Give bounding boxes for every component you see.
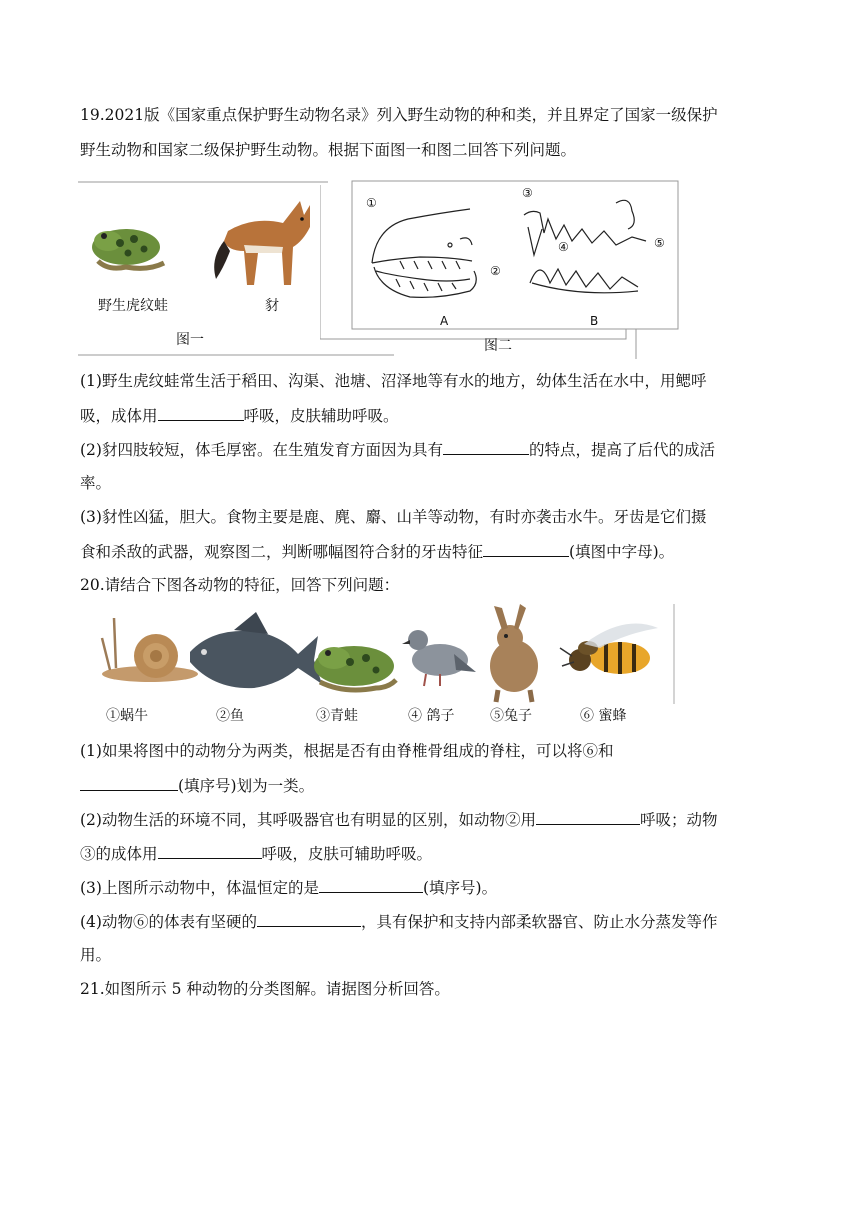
q19-stem-line1: 19.2021版《国家重点保护野生动物名录》列入野生动物的种和类，并且界定了国家一级保护 bbox=[80, 106, 718, 124]
snail-image bbox=[102, 618, 198, 682]
skull-a-drawing bbox=[372, 209, 476, 297]
q19-sub2-line1 bbox=[80, 438, 715, 461]
q20-sub2-line1 bbox=[80, 808, 717, 831]
q20-sub2-text-d: 呼吸，皮肤可辅助呼吸。 bbox=[261, 845, 433, 863]
animals-image bbox=[84, 604, 676, 704]
frog-image-2 bbox=[314, 646, 396, 690]
dhole-image bbox=[214, 201, 310, 285]
q20-stem: 20.请结合下图各动物的特征，回答下列问题： bbox=[80, 576, 400, 594]
answer-blank-fish-respiration[interactable] bbox=[536, 808, 640, 825]
mark-1: ① bbox=[366, 196, 377, 210]
animal-label-frog: ③青蛙 bbox=[316, 708, 358, 724]
figure-2-image bbox=[320, 179, 680, 359]
teeth-b-drawing bbox=[524, 200, 646, 292]
pigeon-image bbox=[402, 630, 476, 686]
dhole-label: 豺 bbox=[265, 298, 279, 314]
label-b: B bbox=[590, 314, 599, 328]
answer-blank-figure-letter[interactable] bbox=[483, 540, 569, 557]
q20-sub4-line2: 用。 bbox=[80, 946, 112, 964]
q19-sub2-line2: 率。 bbox=[80, 474, 112, 492]
q20-sub2-text-c: ③的成体用 bbox=[80, 845, 158, 863]
q19-stem-line2: 野生动物和国家二级保护野生动物。根据下面图一和图二回答下列问题。 bbox=[80, 141, 577, 159]
q20-sub4-line1 bbox=[80, 910, 717, 933]
q20-sub2-text-b: 呼吸；动物 bbox=[639, 811, 718, 829]
q20-sub1-line2 bbox=[80, 774, 314, 797]
mark-3: ③ bbox=[522, 186, 533, 200]
q19-sub1-line2 bbox=[80, 404, 399, 427]
q20-sub3-text-b: (填序号)。 bbox=[422, 879, 498, 897]
q20-sub3 bbox=[80, 876, 497, 899]
q19-sub3-line1: (3)豺性凶猛，胆大。食物主要是鹿、麂、麝、山羊等动物，有时亦袭击水牛。牙齿是它们摄 bbox=[80, 508, 707, 526]
figure-1-caption: 图一 bbox=[176, 332, 204, 348]
q20-sub3-text-a: (3)上图所示动物中，体温恒定的是 bbox=[80, 879, 319, 897]
figure-2 bbox=[320, 179, 680, 359]
q19-sub1-text-a: 吸，成体用 bbox=[80, 407, 158, 425]
fish-image bbox=[190, 612, 322, 688]
answer-blank-exoskeleton[interactable] bbox=[257, 910, 361, 927]
q19-sub3-line2 bbox=[80, 540, 674, 563]
animal-label-fish: ②鱼 bbox=[216, 708, 244, 724]
mark-4: ④ bbox=[558, 240, 569, 254]
rabbit-image bbox=[490, 604, 538, 702]
animal-label-snail: ①蜗牛 bbox=[106, 708, 148, 724]
frog-label: 野生虎纹蛙 bbox=[98, 298, 168, 314]
bee-image bbox=[560, 624, 658, 674]
q19-sub2-text-a: (2)豺四肢较短，体毛厚密。在生殖发育方面因为具有 bbox=[80, 441, 443, 459]
q19-sub1-text-b: 呼吸，皮肤辅助呼吸。 bbox=[243, 407, 399, 425]
animal-label-rabbit: ⑤兔子 bbox=[490, 708, 532, 724]
animal-label-pigeon: ④ 鸽子 bbox=[408, 708, 455, 724]
answer-blank-constant-temperature[interactable] bbox=[319, 876, 423, 893]
answer-blank-frog-respiration[interactable] bbox=[158, 842, 262, 859]
q19-sub3-text-b: (填图中字母)。 bbox=[569, 543, 675, 561]
answer-blank-invertebrates[interactable] bbox=[80, 774, 178, 791]
mark-5: ⑤ bbox=[654, 236, 665, 250]
q21-stem: 21.如图所示 5 种动物的分类图解。请据图分析回答。 bbox=[80, 980, 450, 998]
figure-2-caption: 图二 bbox=[484, 338, 512, 354]
q19-sub1-line1: (1)野生虎纹蛙常生活于稻田、沟渠、池塘、沼泽地等有水的地方，幼体生活在水中，用鳃呼 bbox=[80, 372, 707, 390]
q19-sub3-text-a: 食和杀敌的武器，观察图二，判断哪幅图符合豺的牙齿特征 bbox=[80, 543, 484, 561]
label-a: A bbox=[440, 314, 449, 328]
mark-2: ② bbox=[490, 264, 501, 278]
animal-label-bee: ⑥ 蜜蜂 bbox=[580, 708, 627, 724]
q20-sub4-text-a: (4)动物⑥的体表有坚硬的 bbox=[80, 913, 257, 931]
q20-sub1-line1: (1)如果将图中的动物分为两类，根据是否有由脊椎骨组成的脊柱，可以将⑥和 bbox=[80, 742, 614, 760]
q20-sub2-text-a: (2)动物生活的环境不同，其呼吸器官也有明显的区别，如动物②用 bbox=[80, 811, 536, 829]
answer-blank-reproduction[interactable] bbox=[443, 438, 529, 455]
frog-image bbox=[92, 229, 164, 268]
q20-sub4-text-b: ，具有保护和支持内部柔软器官、防止水分蒸发等作 bbox=[360, 913, 718, 931]
q20-sub2-line2 bbox=[80, 842, 432, 865]
answer-blank-breathing-organ[interactable] bbox=[158, 404, 244, 421]
q20-sub1-text-b: (填序号)划为一类。 bbox=[178, 777, 315, 795]
q19-sub2-text-b: 的特点，提高了后代的成活 bbox=[528, 441, 715, 459]
